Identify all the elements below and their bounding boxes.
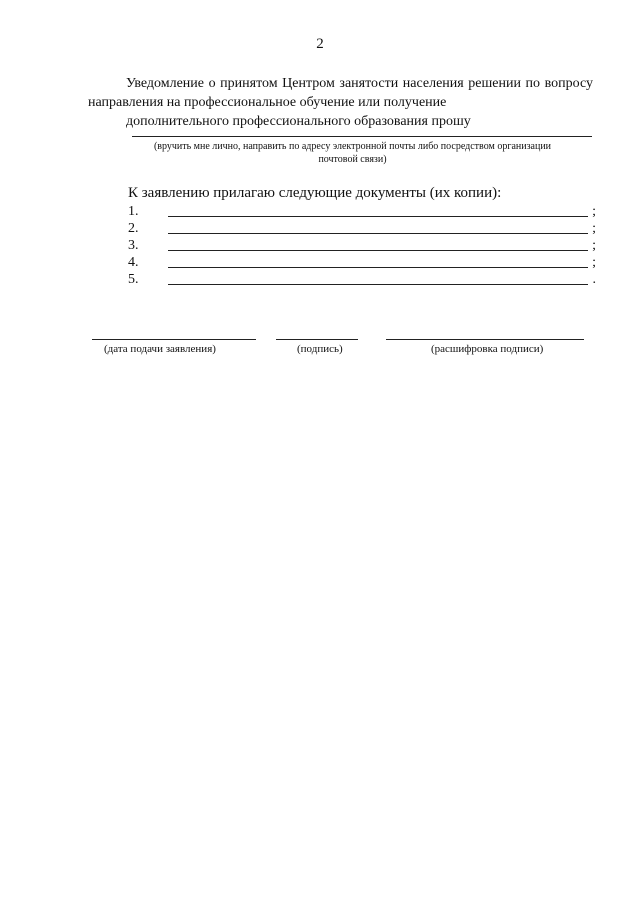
attachment-number: 5. bbox=[128, 272, 139, 287]
attachment-number: 4. bbox=[128, 255, 139, 270]
notice-last-line: дополнительного профессионального образования прошу bbox=[126, 114, 471, 129]
attachment-row-5 bbox=[128, 272, 596, 289]
delivery-method-line bbox=[132, 136, 592, 137]
attachment-row-4 bbox=[128, 255, 596, 272]
attachment-punct: ; bbox=[592, 238, 596, 253]
attachment-row-2 bbox=[128, 221, 596, 238]
attachment-number: 3. bbox=[128, 238, 139, 253]
signature-decoding-label: (расшифровка подписи) bbox=[431, 343, 544, 355]
date-signature-line bbox=[92, 339, 256, 340]
attachment-line bbox=[168, 216, 588, 217]
attachment-number: 2. bbox=[128, 221, 139, 236]
notice-paragraph bbox=[88, 74, 593, 131]
signature-label: (подпись) bbox=[297, 343, 343, 355]
attachment-punct: . bbox=[592, 272, 596, 287]
attachment-row-1 bbox=[128, 204, 596, 221]
page-number: 2 bbox=[316, 36, 324, 52]
attachment-line bbox=[168, 250, 588, 251]
attachment-row-3 bbox=[128, 238, 596, 255]
attachment-punct: ; bbox=[592, 255, 596, 270]
attachment-punct: ; bbox=[592, 204, 596, 219]
attachment-line bbox=[168, 284, 588, 285]
delivery-hint-line1: (вручить мне лично, направить по адресу электронной почты либо посредством организации bbox=[153, 141, 552, 152]
attachment-line bbox=[168, 267, 588, 268]
attachment-line bbox=[168, 233, 588, 234]
attachment-number: 1. bbox=[128, 204, 139, 219]
signature-decoding-line bbox=[386, 339, 584, 340]
date-label: (дата подачи заявления) bbox=[104, 343, 216, 355]
notice-text: Уведомление о принятом Центром занятости населения решении по вопросу направления на профессиональное обучение или получение bbox=[88, 76, 593, 110]
delivery-hint-line2: почтовой связи) bbox=[318, 154, 387, 165]
attachments-title: К заявлению прилагаю следующие документы (их копии): bbox=[128, 185, 502, 201]
attachment-punct: ; bbox=[592, 221, 596, 236]
signature-line bbox=[276, 339, 358, 340]
